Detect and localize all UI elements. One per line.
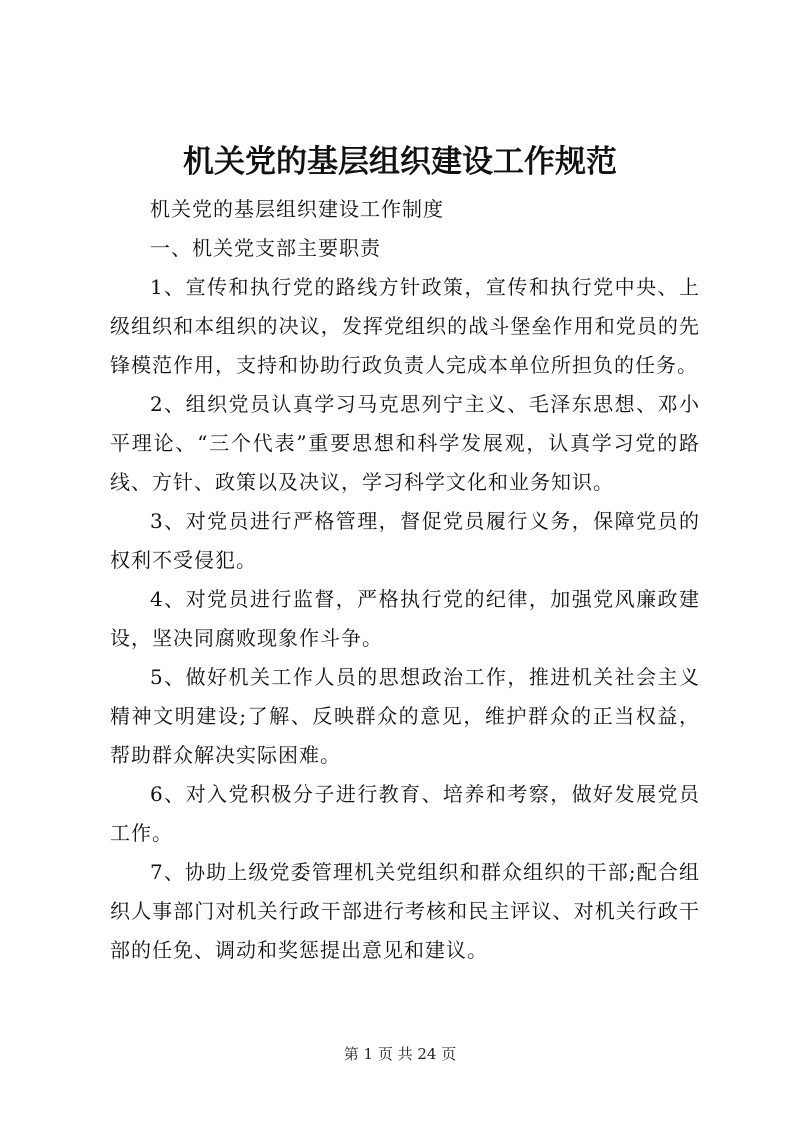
- paragraph-item-7: 7、协助上级党委管理机关党组织和群众组织的干部;配合组织人事部门对机关行政干部进行考核和民主评议、对机关行政干部的任免、调动和奖惩提出意见和建议。: [110, 860, 700, 962]
- paragraph-item-5: 5、做好机关工作人员的思想政治工作，推进机关社会主义精神文明建设;了解、反映群众的意见，维护群众的正当权益，帮助群众解决实际困难。: [110, 665, 700, 767]
- paragraph-item-1: 1、宣传和执行党的路线方针政策，宣传和执行党中央、上级组织和本组织的决议，发挥党组织的战斗堡垒作用和党员的先锋模范作用，支持和协助行政负责人完成本单位所担负的任务。: [110, 275, 700, 377]
- paragraph-item-3: 3、对党员进行严格管理，督促党员履行义务，保障党员的权利不受侵犯。: [110, 509, 700, 572]
- paragraph-subtitle: 机关党的基层组织建设工作制度: [150, 197, 444, 221]
- document-body: [110, 190, 700, 970]
- document-title: 机关党的基层组织建设工作规范: [183, 144, 617, 180]
- paragraph-item-4: 4、对党员进行监督，严格执行党的纪律，加强党风廉政建设，坚决同腐败现象作斗争。: [110, 587, 700, 650]
- paragraph-item-2: 2、组织党员认真学习马克思列宁主义、毛泽东思想、邓小平理论、“三个代表”重要思想和科学发展观，认真学习党的路线、方针、政策以及决议，学习科学文化和业务知识。: [110, 392, 700, 494]
- section-heading: 一、机关党支部主要职责: [150, 236, 381, 260]
- paragraph-item-6: 6、对入党积极分子进行教育、培养和考察，做好发展党员工作。: [110, 782, 700, 845]
- page-number-footer: 第 1 页 共 24 页: [343, 1045, 457, 1063]
